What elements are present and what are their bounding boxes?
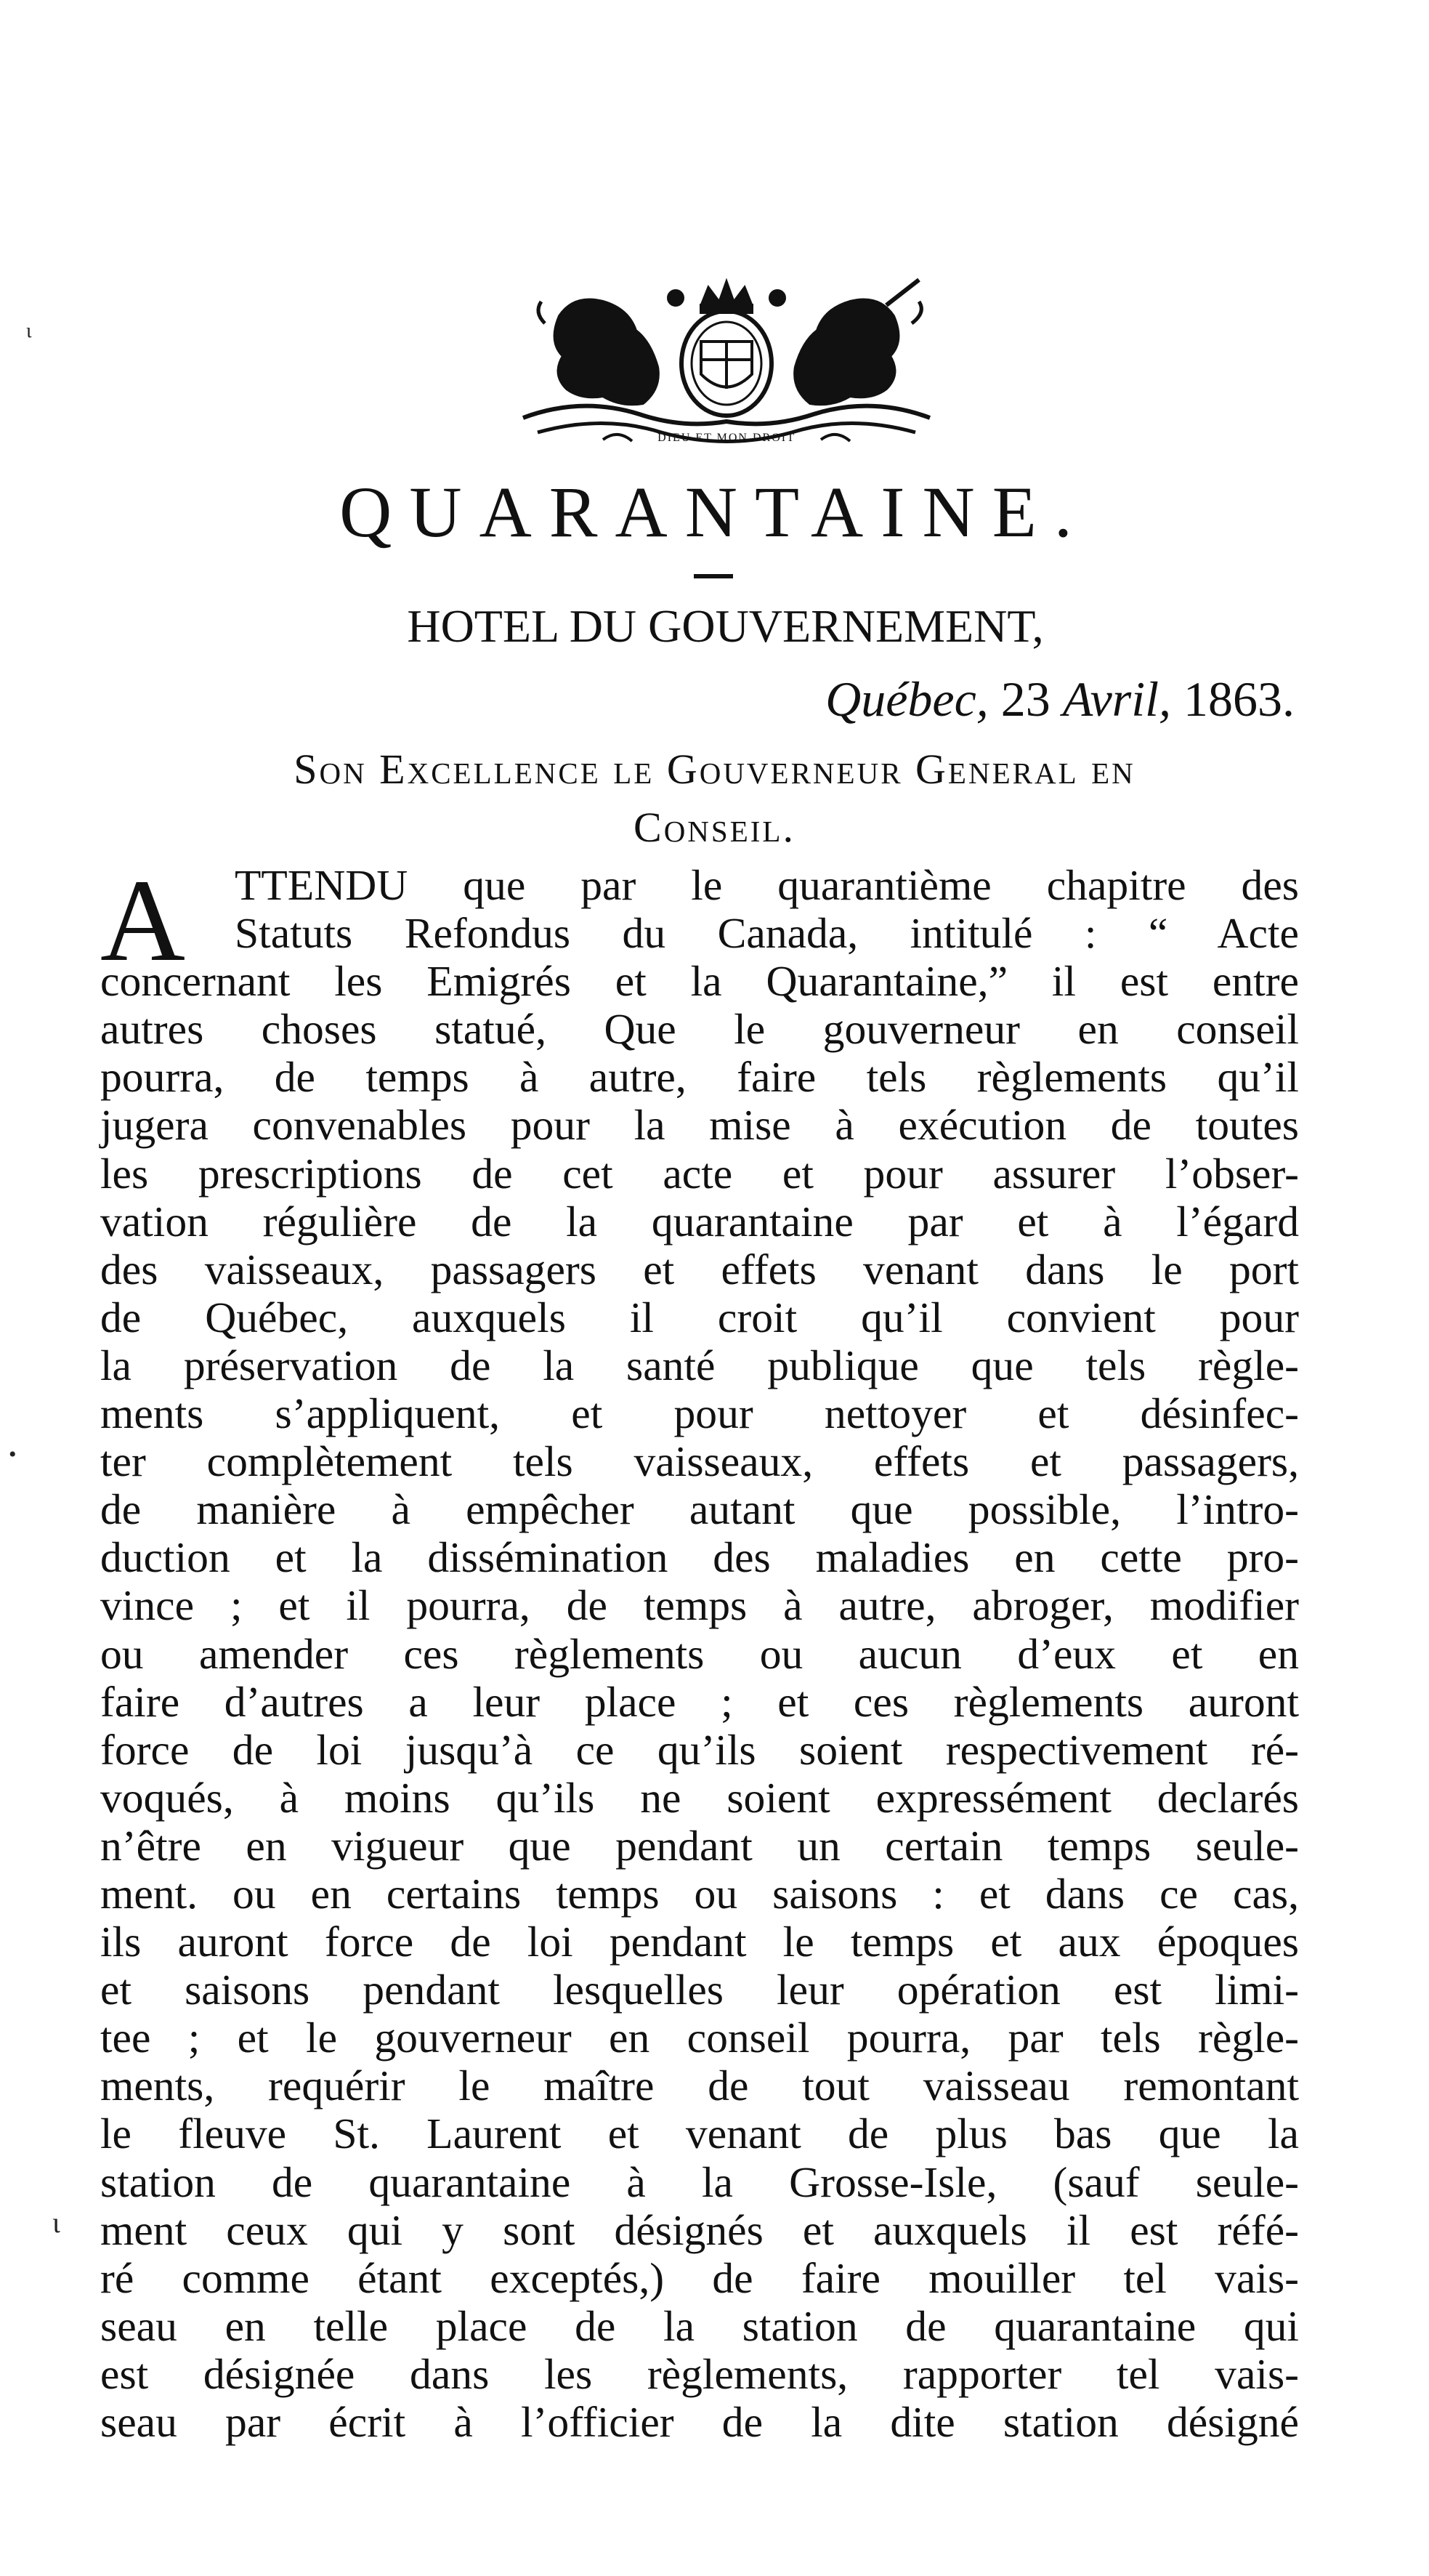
- body-line: autres choses statué, Que le gouverneur en conseil: [100, 1005, 1299, 1054]
- document-title: QUARANTAINE.: [339, 472, 1090, 552]
- body-line: ils auront force de loi pendant le temps et aux époques: [100, 1918, 1299, 1966]
- body-line: est désignée dans les règlements, rapporter tel vais-: [100, 2349, 1299, 2398]
- body-line: n’être en vigueur que pendant un certain temps seule-: [100, 1821, 1299, 1870]
- body-line: tee ; et le gouverneur en conseil pourra, par tels règle-: [100, 2014, 1299, 2062]
- dateline-month: Avril,: [1062, 671, 1171, 727]
- body-line: seau en telle place de la station de quarantaine qui: [100, 2301, 1299, 2350]
- dateline-day: 23: [988, 671, 1063, 727]
- body-paragraph: [100, 856, 1299, 2446]
- drop-cap: A: [100, 856, 185, 986]
- body-line: de manière à empêcher autant que possible, l’intro-: [100, 1485, 1299, 1534]
- issuing-office: HOTEL DU GOUVERNEMENT,: [407, 600, 1044, 652]
- body-line: de Québec, auxquels il croit qu’il convient pour: [100, 1293, 1299, 1341]
- body-line: et saisons pendant lesquelles leur opération est limi-: [100, 1966, 1299, 2014]
- body-line: Statuts Refondus du Canada, intitulé : “ Acte: [235, 909, 1299, 958]
- margin-speck: ɩ: [52, 2206, 60, 2239]
- body-line: concernant les Emigrés et la Quarantaine,” il est entre: [100, 957, 1299, 1006]
- margin-speck: ι: [26, 320, 32, 342]
- svg-text:DIEU ET MON DROIT: DIEU ET MON DROIT: [657, 432, 796, 444]
- body-line: ments, requérir le maître de tout vaisseau remontant: [100, 2062, 1299, 2110]
- body-line: ment. ou en certains temps ou saisons : et dans ce cas,: [100, 1869, 1299, 1918]
- body-line: la préservation de la santé publique que tels règle-: [100, 1341, 1299, 1389]
- body-line: vation régulière de la quarantaine par et à l’égard: [100, 1197, 1299, 1245]
- body-line: faire d’autres a leur place ; et ces règlements auront: [100, 1677, 1299, 1726]
- dateline-year: 1863.: [1171, 671, 1295, 727]
- body-line: TTENDU que par le quarantième chapitre des: [235, 861, 1299, 909]
- body-line: force de loi jusqu’à ce qu’ils soient respectivement ré-: [100, 1725, 1299, 1774]
- body-line: jugera convenables pour la mise à exécution de toutes: [100, 1101, 1299, 1150]
- body-line: pourra, de temps à autre, faire tels règlements qu’il: [100, 1053, 1299, 1102]
- margin-speck: •: [9, 1442, 17, 1466]
- body-line: des vaisseaux, passagers et effets venant dans le port: [100, 1245, 1299, 1293]
- body-line: les prescriptions de cet acte et pour assurer l’obser-: [100, 1149, 1299, 1198]
- excellency-heading-line-2: Conseil.: [633, 804, 796, 851]
- excellency-heading-line-1: Son Excellence le Gouverneur General en: [294, 746, 1135, 793]
- title-divider: [694, 574, 733, 578]
- dateline-place: Québec,: [825, 671, 989, 727]
- body-line: duction et la dissémination des maladies en cette pro-: [100, 1533, 1299, 1582]
- body-line: ter complètement tels vaisseaux, effets et passagers,: [100, 1437, 1299, 1486]
- dateline: [825, 671, 1295, 727]
- body-line: ment ceux qui y sont désignés et auxquels il est réfé-: [100, 2205, 1299, 2254]
- body-line: seau par écrit à l’officier de la dite station désigné: [100, 2398, 1299, 2446]
- body-line: ments s’appliquent, et pour nettoyer et désinfec-: [100, 1389, 1299, 1438]
- royal-coat-of-arms-icon: [494, 272, 959, 454]
- body-line: vince ; et il pourra, de temps à autre, abroger, modifier: [100, 1581, 1299, 1630]
- body-line: le fleuve St. Laurent et venant de plus bas que la: [100, 2109, 1299, 2158]
- body-line: station de quarantaine à la Grosse-Isle, (sauf seule-: [100, 2157, 1299, 2206]
- body-line: voqués, à moins qu’ils ne soient expressément declarés: [100, 1773, 1299, 1822]
- body-line: ré comme étant exceptés,) de faire mouiller tel vais-: [100, 2253, 1299, 2302]
- body-line: ou amender ces règlements ou aucun d’eux et en: [100, 1629, 1299, 1678]
